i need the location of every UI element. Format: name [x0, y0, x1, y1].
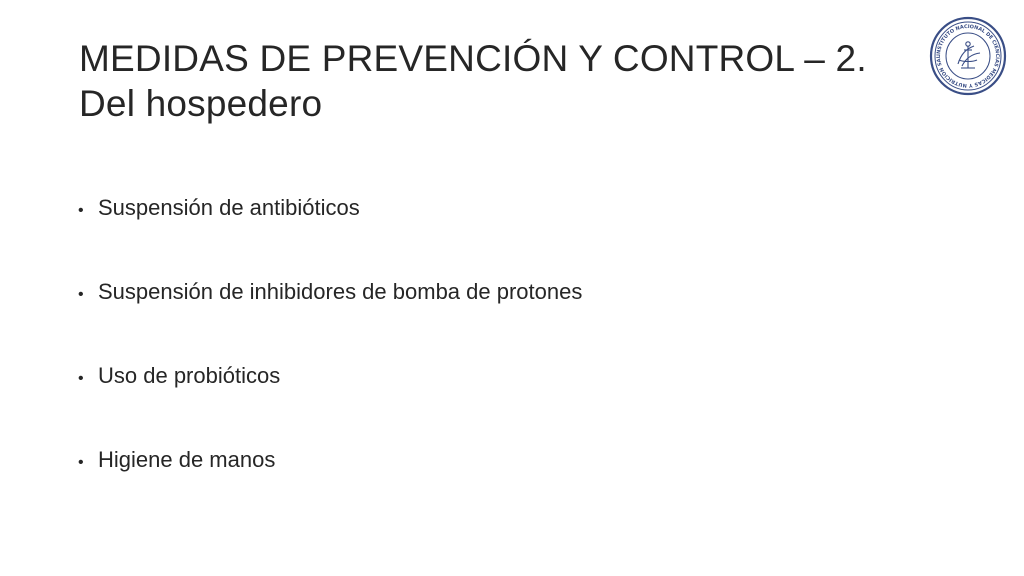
list-item	[78, 195, 928, 279]
title-line-2: Del hospedero	[79, 83, 323, 124]
bullet-text: Suspensión de inhibidores de bomba de protones	[98, 279, 583, 304]
bullet-dot: •	[78, 370, 84, 387]
title-line-1: MEDIDAS DE PREVENCIÓN Y CONTROL – 2.	[79, 38, 867, 79]
bullet-list	[78, 195, 928, 531]
list-item	[78, 279, 928, 363]
slide-title	[79, 36, 909, 126]
seal-ring-text: INSTITUTO NACIONAL DE CIENCIAS MEDICAS Y NUTRICION SAL	[935, 23, 1001, 89]
bullet-text: Uso de probióticos	[98, 363, 281, 388]
list-item	[78, 363, 928, 447]
bullet-text: Suspensión de antibióticos	[98, 195, 360, 220]
bullet-text: Higiene de manos	[98, 447, 276, 472]
institution-seal-icon	[928, 16, 1008, 96]
list-item	[78, 447, 928, 531]
bullet-dot: •	[78, 286, 84, 303]
bullet-dot: •	[78, 202, 84, 219]
seal-graphic	[928, 16, 1008, 96]
bullet-dot: •	[78, 454, 84, 471]
